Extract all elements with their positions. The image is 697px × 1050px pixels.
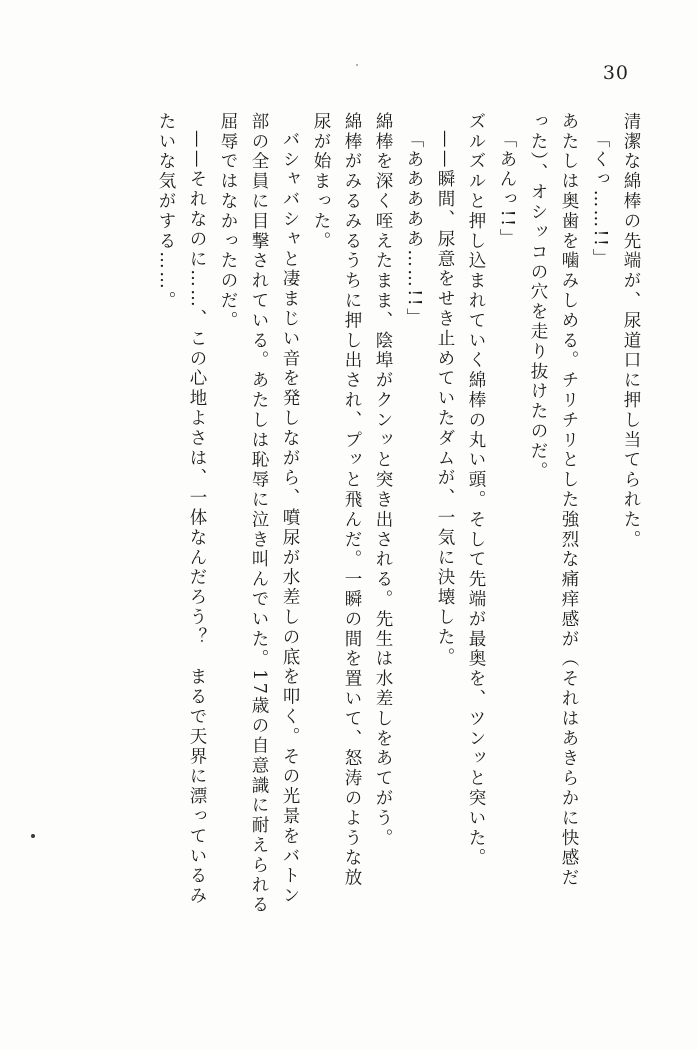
text-column: ——それなのに……、この心地よさは、一体なんだろう？ まるで天界に漂っているみ [187,130,207,907]
text-column: 「くっ……!!」 [590,130,610,269]
text-column: 綿棒を深く咥えたまま、陰埠がクンッと突き出される。先生は水差しをあてがう。 [373,112,393,849]
text-column: たいな気がする……。 [156,112,176,311]
text-column: 部の全員に目撃されている。あたしは恥辱に泣き叫んでいた。17歳の自意識に耐えられる [249,112,269,916]
text-column: ——瞬間、尿意をせき止めていたダムが、一気に決壊した。 [435,130,455,668]
ink-speck [356,64,358,66]
text-column: 屈辱ではなかったのだ。 [218,112,238,331]
text-column: ズルズルと押し込まれていく綿棒の丸い頭。そして先端が最奥を、ツンッと突いた。 [466,112,486,869]
text-column: 清潔な綿棒の先端が、尿道口に押し当てられた。 [621,112,641,550]
text-column: 「あああああ……!!」 [404,130,424,328]
text-column: あたしは奥歯を噛みしめる。チリチリとした強烈な痛痒感が（それはあきらかに快感だ [559,112,579,889]
text-column: 「あんっ!!」 [497,130,517,249]
text-column: 綿棒がみるみるうちに押し出され、プッと飛んだ。一瞬の間を置いて、怒涛のような放 [342,112,362,889]
ink-speck [31,834,35,838]
body-text-block [58,112,639,1002]
text-column: った）、オシッコの穴を走り抜けたのだ。 [528,112,548,482]
text-column: バシャバシャと凄まじい音を発しながら、噴尿が水差しの底を叩く。その光景をバトン [280,130,300,907]
text-column: 尿が始まった。 [311,112,331,252]
page-number: 30 [602,62,629,84]
